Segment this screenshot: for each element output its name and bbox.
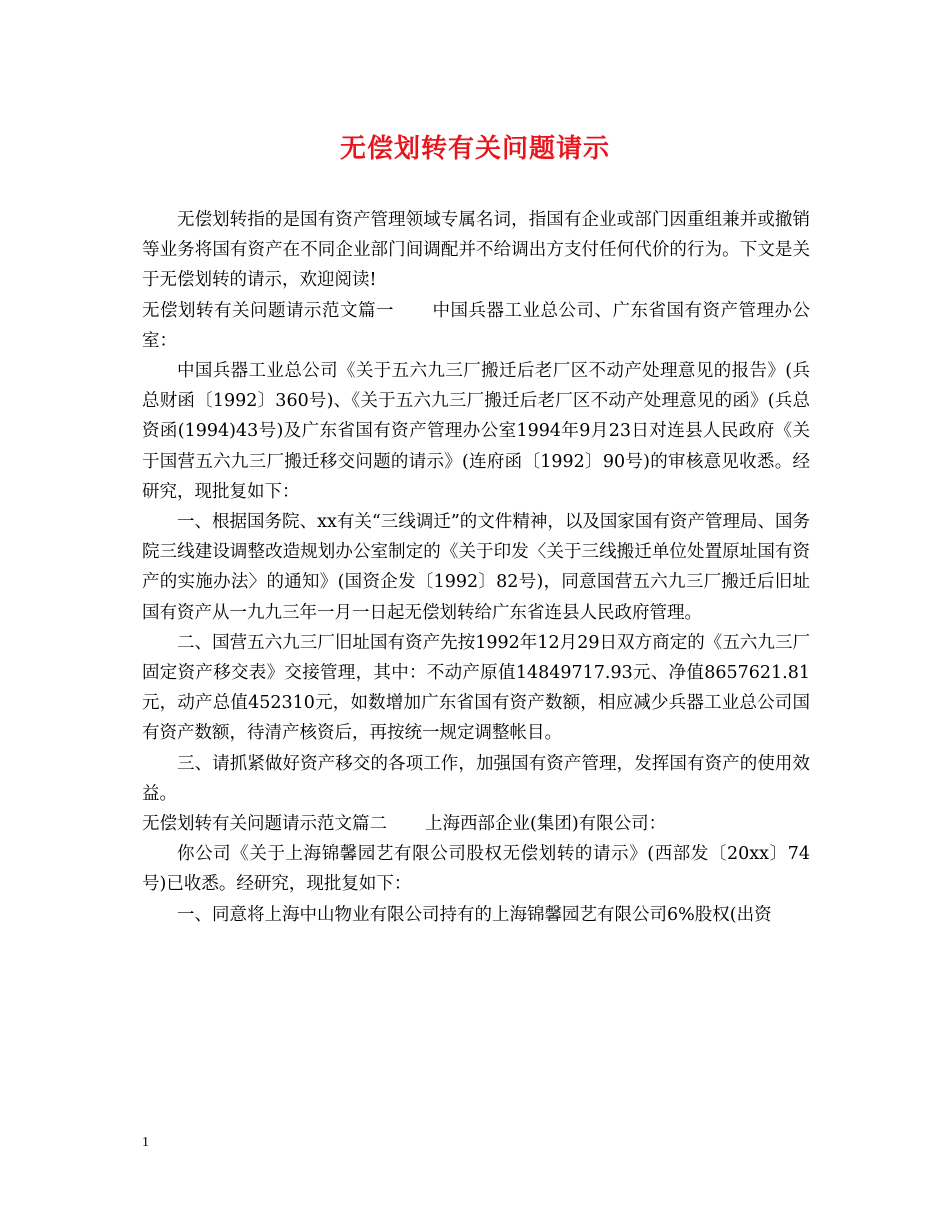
sample2-heading-label: 无偿划转有关问题请示范文篇二 [142, 814, 387, 835]
sample1-addressee: 中国兵器工业总公司、广东省国有资产管理办公室： [142, 300, 810, 351]
sample2-heading [142, 809, 810, 839]
sample2-addressee: 上海西部企业(集团)有限公司： [425, 814, 667, 835]
sample2-paragraph-1: 你公司《关于上海锦馨园艺有限公司股权无偿划转的请示》(西部发〔20xx〕74号)已收悉。经研究，现批复如下： [142, 844, 810, 895]
sample1-heading [142, 296, 810, 356]
sample1-paragraph-4: 三、请抓紧做好资产移交的各项工作，加强国有资产管理，发挥国有资产的使用效益。 [142, 753, 810, 804]
document-body [142, 205, 810, 930]
page-number: 1 [142, 1135, 149, 1150]
sample2-paragraph-2: 一、同意将上海中山物业有限公司持有的上海锦馨园艺有限公司6%股权(出资 [177, 904, 772, 925]
sample1-paragraph-3: 二、国营五六九三厂旧址国有资产先按1992年12月29日双方商定的《五六九三厂固定资产移交表》交接管理，其中：不动产原值14849717.93元、净值8657621.81元，动产总值452310元，如数增加广东省国有资产数额，相应减少兵器工业总公司国有资产数额，待清产核资后，再按统一规定调整帐目。 [142, 632, 810, 744]
intro-paragraph: 无偿划转指的是国有资产管理领域专属名词，指国有企业或部门因重组兼并或撤销等业务将国有资产在不同企业部门间调配并不给调出方支付任何代价的行为。下文是关于无偿划转的请示，欢迎阅读! [142, 210, 810, 291]
sample1-paragraph-1: 中国兵器工业总公司《关于五六九三厂搬迁后老厂区不动产处理意见的报告》(兵总财函〔1992〕360号)、《关于五六九三厂搬迁后老厂区不动产处理意见的函》(兵总资函(1994)43号)及广东省国有资产管理办公室1994年9月23日对连县人民政府《关于国营五六九三厂搬迁移交问题的请示》(连府函〔1992〕90号)的审核意见收悉。经研究，现批复如下： [142, 361, 810, 502]
sample1-paragraph-2: 一、根据国务院、xx有关“三线调迁”的文件精神，以及国家国有资产管理局、国务院三线建设调整改造规划办公室制定的《关于印发〈关于三线搬迁单位处置原址国有资产的实施办法〉的通知》(国资企发〔1992〕82号)，同意国营五六九三厂搬迁后旧址国有资产从一九九三年一月一日起无偿划转给广东省连县人民政府管理。 [142, 512, 810, 623]
sample1-heading-label: 无偿划转有关问题请示范文篇一 [142, 300, 394, 321]
document-title: 无偿划转有关问题请示 [339, 134, 610, 164]
